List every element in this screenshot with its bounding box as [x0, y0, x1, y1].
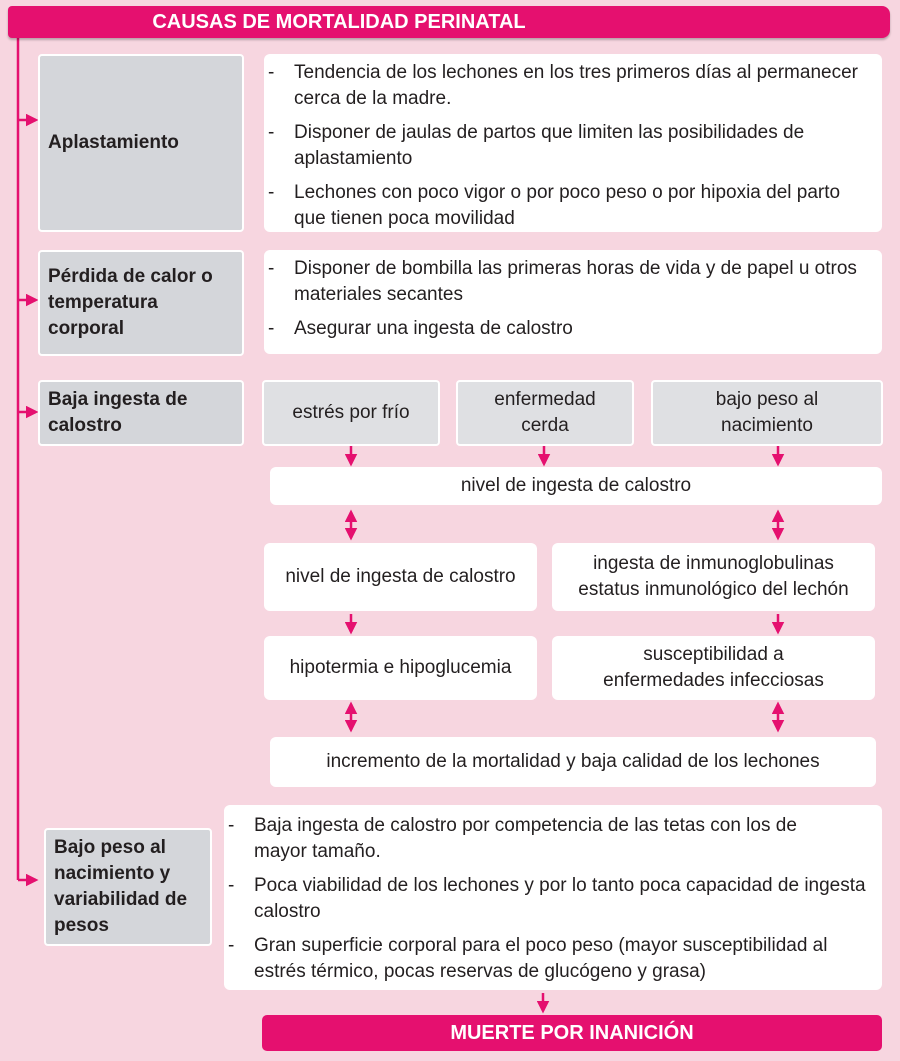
outcome-box: [270, 737, 876, 787]
factor-label: enfermedad cerda: [494, 389, 596, 436]
chain-label: ingesta de inmunoglobulinas estatus inmunológico del lechón: [578, 553, 849, 600]
detail-item: - Lechones con poco vigor o por poco peso o por hipoxia del parto que tienen poca movilidad: [264, 180, 872, 232]
right-chain-box: [552, 636, 875, 700]
left-chain-box: [264, 636, 537, 700]
cause-bajo-peso: [44, 828, 212, 946]
chain-label: nivel de ingesta de calostro: [285, 566, 516, 587]
cause-aplastamiento: [38, 54, 244, 232]
right-chain-box: [552, 543, 875, 611]
detail-item: - Disponer de jaulas de partos que limiten las posibilidades de aplastamiento: [264, 120, 872, 172]
factor-label: bajo peso al nacimiento: [715, 389, 819, 436]
detail-item: - Asegurar una ingesta de calostro: [264, 316, 872, 342]
detail-item: - Tendencia de los lechones en los tres primeros días al permanecer cerca de la madre.: [264, 60, 872, 112]
detail-bajo-peso: [224, 805, 882, 990]
factor-box: [456, 380, 634, 446]
cause-label: Aplastamiento: [48, 132, 179, 153]
page-title: CAUSAS DE MORTALIDAD PERINATAL: [152, 10, 526, 33]
detail-item: - Baja ingesta de calostro por competencia de las tetas con los de mayor tamaño.: [224, 813, 872, 865]
factor-box: [262, 380, 440, 446]
detail-item: - Disponer de bombilla las primeras horas de vida y de papel u otros materiales secantes: [264, 256, 872, 308]
title-bar: [8, 6, 890, 38]
chain-label: hipotermia e hipoglucemia: [289, 657, 512, 678]
detail-perdida-calor: [264, 250, 882, 354]
detail-item: - Gran superficie corporal para el poco peso (mayor susceptibilidad al estrés térmico, pocas reservas de glucógeno y grasa): [224, 933, 872, 985]
cause-label: Baja ingesta de calostro: [48, 389, 188, 436]
detail-aplastamiento: [264, 54, 882, 232]
factor-label: estrés por frío: [292, 402, 410, 423]
factor-box: [651, 380, 883, 446]
cause-label: Bajo peso al nacimiento y variabilidad de pesos: [54, 837, 188, 936]
left-chain-box: [264, 543, 537, 611]
final-outcome-label: MUERTE POR INANICIÓN: [450, 1021, 694, 1044]
level-box: [270, 467, 882, 505]
final-outcome-bar: [262, 1015, 882, 1051]
cause-baja-ingesta: [38, 380, 244, 446]
chain-label: susceptibilidad a enfermedades infecciosas: [603, 644, 824, 691]
cause-label: Pérdida de calor o temperatura corporal: [48, 266, 213, 339]
outcome-label: incremento de la mortalidad y baja calidad de los lechones: [326, 751, 820, 772]
level-label: nivel de ingesta de calostro: [460, 475, 692, 496]
cause-perdida-calor: [38, 250, 244, 356]
detail-item: - Poca viabilidad de los lechones y por lo tanto poca capacidad de ingesta calostro: [224, 873, 872, 925]
